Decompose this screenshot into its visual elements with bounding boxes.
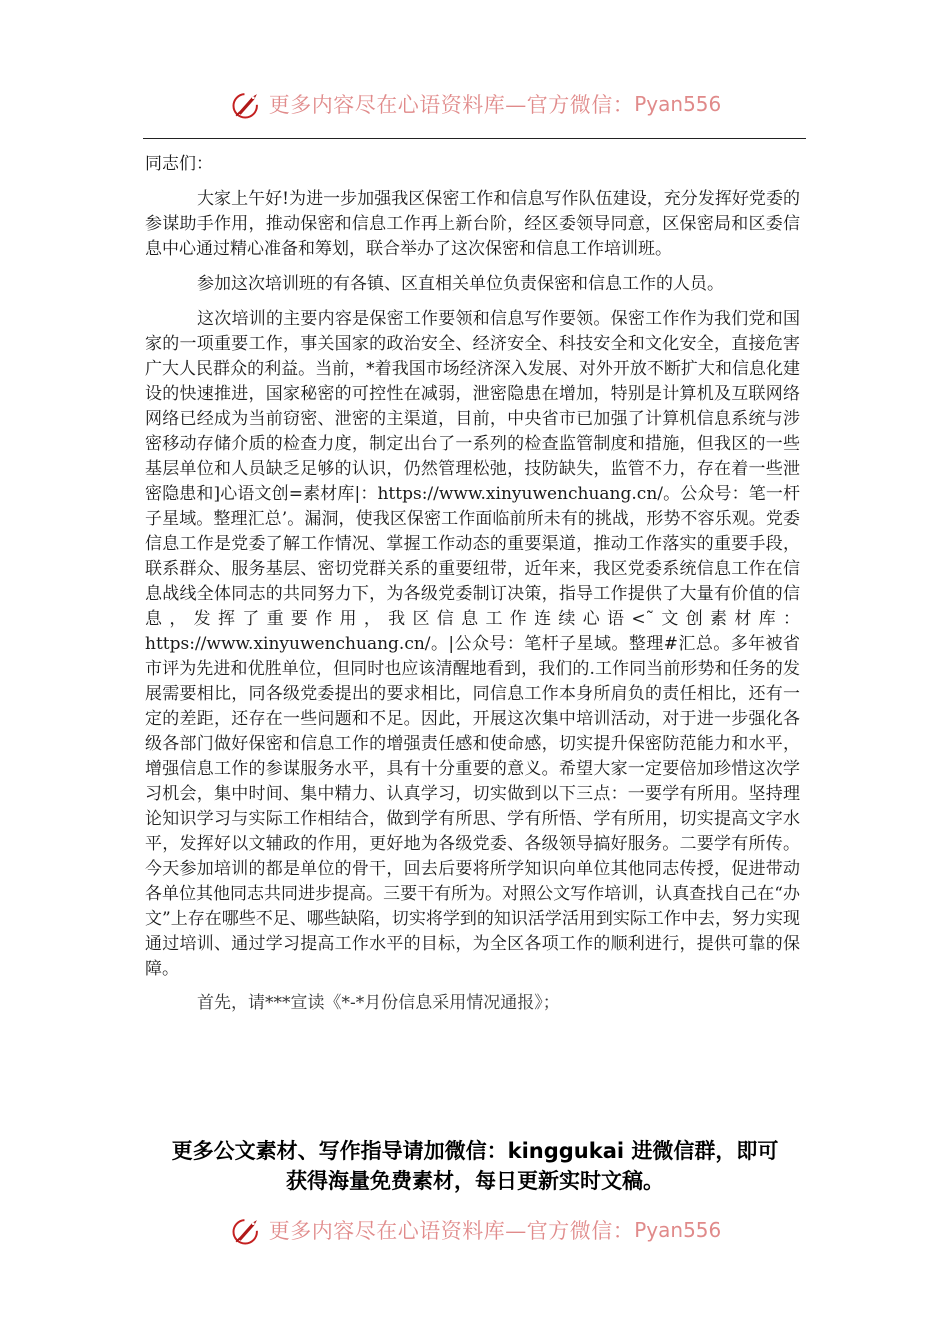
header-brand-id: Pyan556 (634, 92, 722, 116)
promo-line-2: 获得海量免费素材，每日更新实时文稿。 (286, 1169, 664, 1193)
document-body (145, 152, 800, 1026)
greeting: 同志们： (145, 154, 213, 174)
footer-banner (0, 1208, 950, 1252)
paragraph-main: 这次培训的主要内容是保密工作要领和信息写作要领。保密工作作为我们党和国家的一项重要工作，事关国家的政治安全、经济安全、科技安全和文化安全，直接危害广大人民群众的利益。当前，*着我国市场经济深入发展、对外开放不断扩大和信息化建设的快速推进，国家秘密的可控性在减弱，泄密隐患在增加，特别是计算机及互联网络网络已经成为当前窃密、泄密的主渠道，目前，中央省市已加强了计算机信息系统与涉密移动存储介质的检查力度，制定出台了一系列的检查监管制度和措施，但我区的一些基层单位和人员缺乏足够的认识，仍然管理松弛，技防缺失，监管不力，存在着一些泄密隐患和]心语文创=素材库|：https://www.xinyuwenchuang.cn/。公众号：笔一杆子星域。整理汇总’。漏洞，使我区保密工作面临前所未有的挑战，形势不容乐观。党委信息工作是党委了解工作情况、掌握工作动态的重要渠道，推动工作落实的重要手段，联系群众、服务基层、密切党群关系的重要纽带，近年来，我区党委系统信息工作在信息战线全体同志的共同努力下，为各级党委制订决策，指导工作提供了大量有价值的信息，发挥了重要作用，我区信息工作连续心语<˜文创素材库：https://www.xinyuwenchuang.cn/。|公众号：笔杆子星域。整理#汇总。多年被省市评为先进和优胜单位，但同时也应该清醒地看到，我们的.工作同当前形势和任务的发展需要相比，同各级党委提出的要求相比，同信息工作本身所肩负的责任相比，还有一定的差距，还存在一些问题和不足。因此，开展这次集中培训活动，对于进一步强化各级各部门做好保密和信息工作的增强责任感和使命感，切实提升保密防范能力和水平，增强信息工作的参谋服务水平，具有十分重要的意义。希望大家一定要倍加珍惜这次学习机会，集中时间、集中精力、认真学习，切实做到以下三点：一要学有所用。坚持理论知识学习与实际工作相结合，做到学有所思、学有所悟、学有所用，切实提高文字水平，发挥好以文辅政的作用，更好地为各级党委、各级领导搞好服务。二要学有所传。今天参加培训的都是单位的骨干，回去后要将所学知识向单位其他同志传授，促进带动各单位其他同志共同进步提高。三要干有所为。对照公文写作培训，认真查找自己在“办文”上存在哪些不足、哪些缺陷，切实将学到的知识活学活用到实际工作中去，努力实现通过培训、通过学习提高工作水平的目标，为全区各项工作的顺利进行，提供可靠的保障。 (145, 309, 800, 979)
pen-nib-logo-icon (229, 1212, 265, 1248)
header-banner (0, 82, 950, 126)
promo-notice (140, 1136, 810, 1196)
paragraph-closing: 首先，请***宣读《*-*月份信息采用情况通报》； (197, 993, 560, 1013)
footer-brand-id: Pyan556 (634, 1218, 722, 1242)
paragraph-participants: 参加这次培训班的有各镇、区直相关单位负责保密和信息工作的人员。 (197, 274, 724, 294)
promo-line-1: 更多公文素材、写作指导请加微信：kinggukai 进微信群，即可 (171, 1139, 779, 1163)
header-divider (143, 138, 806, 139)
footer-brand-text: 更多内容尽在心语资料库—官方微信： (268, 1219, 635, 1243)
header-brand-text: 更多内容尽在心语资料库—官方微信： (268, 93, 635, 117)
pen-nib-logo-icon (229, 86, 265, 122)
paragraph-intro: 大家上午好!为进一步加强我区保密工作和信息写作队伍建设，充分发挥好党委的参谋助手作用，推动保密和信息工作再上新台阶，经区委领导同意，区保密局和区委信息中心通过精心准备和筹划，联合举办了这次保密和信息工作培训班。 (145, 189, 800, 259)
